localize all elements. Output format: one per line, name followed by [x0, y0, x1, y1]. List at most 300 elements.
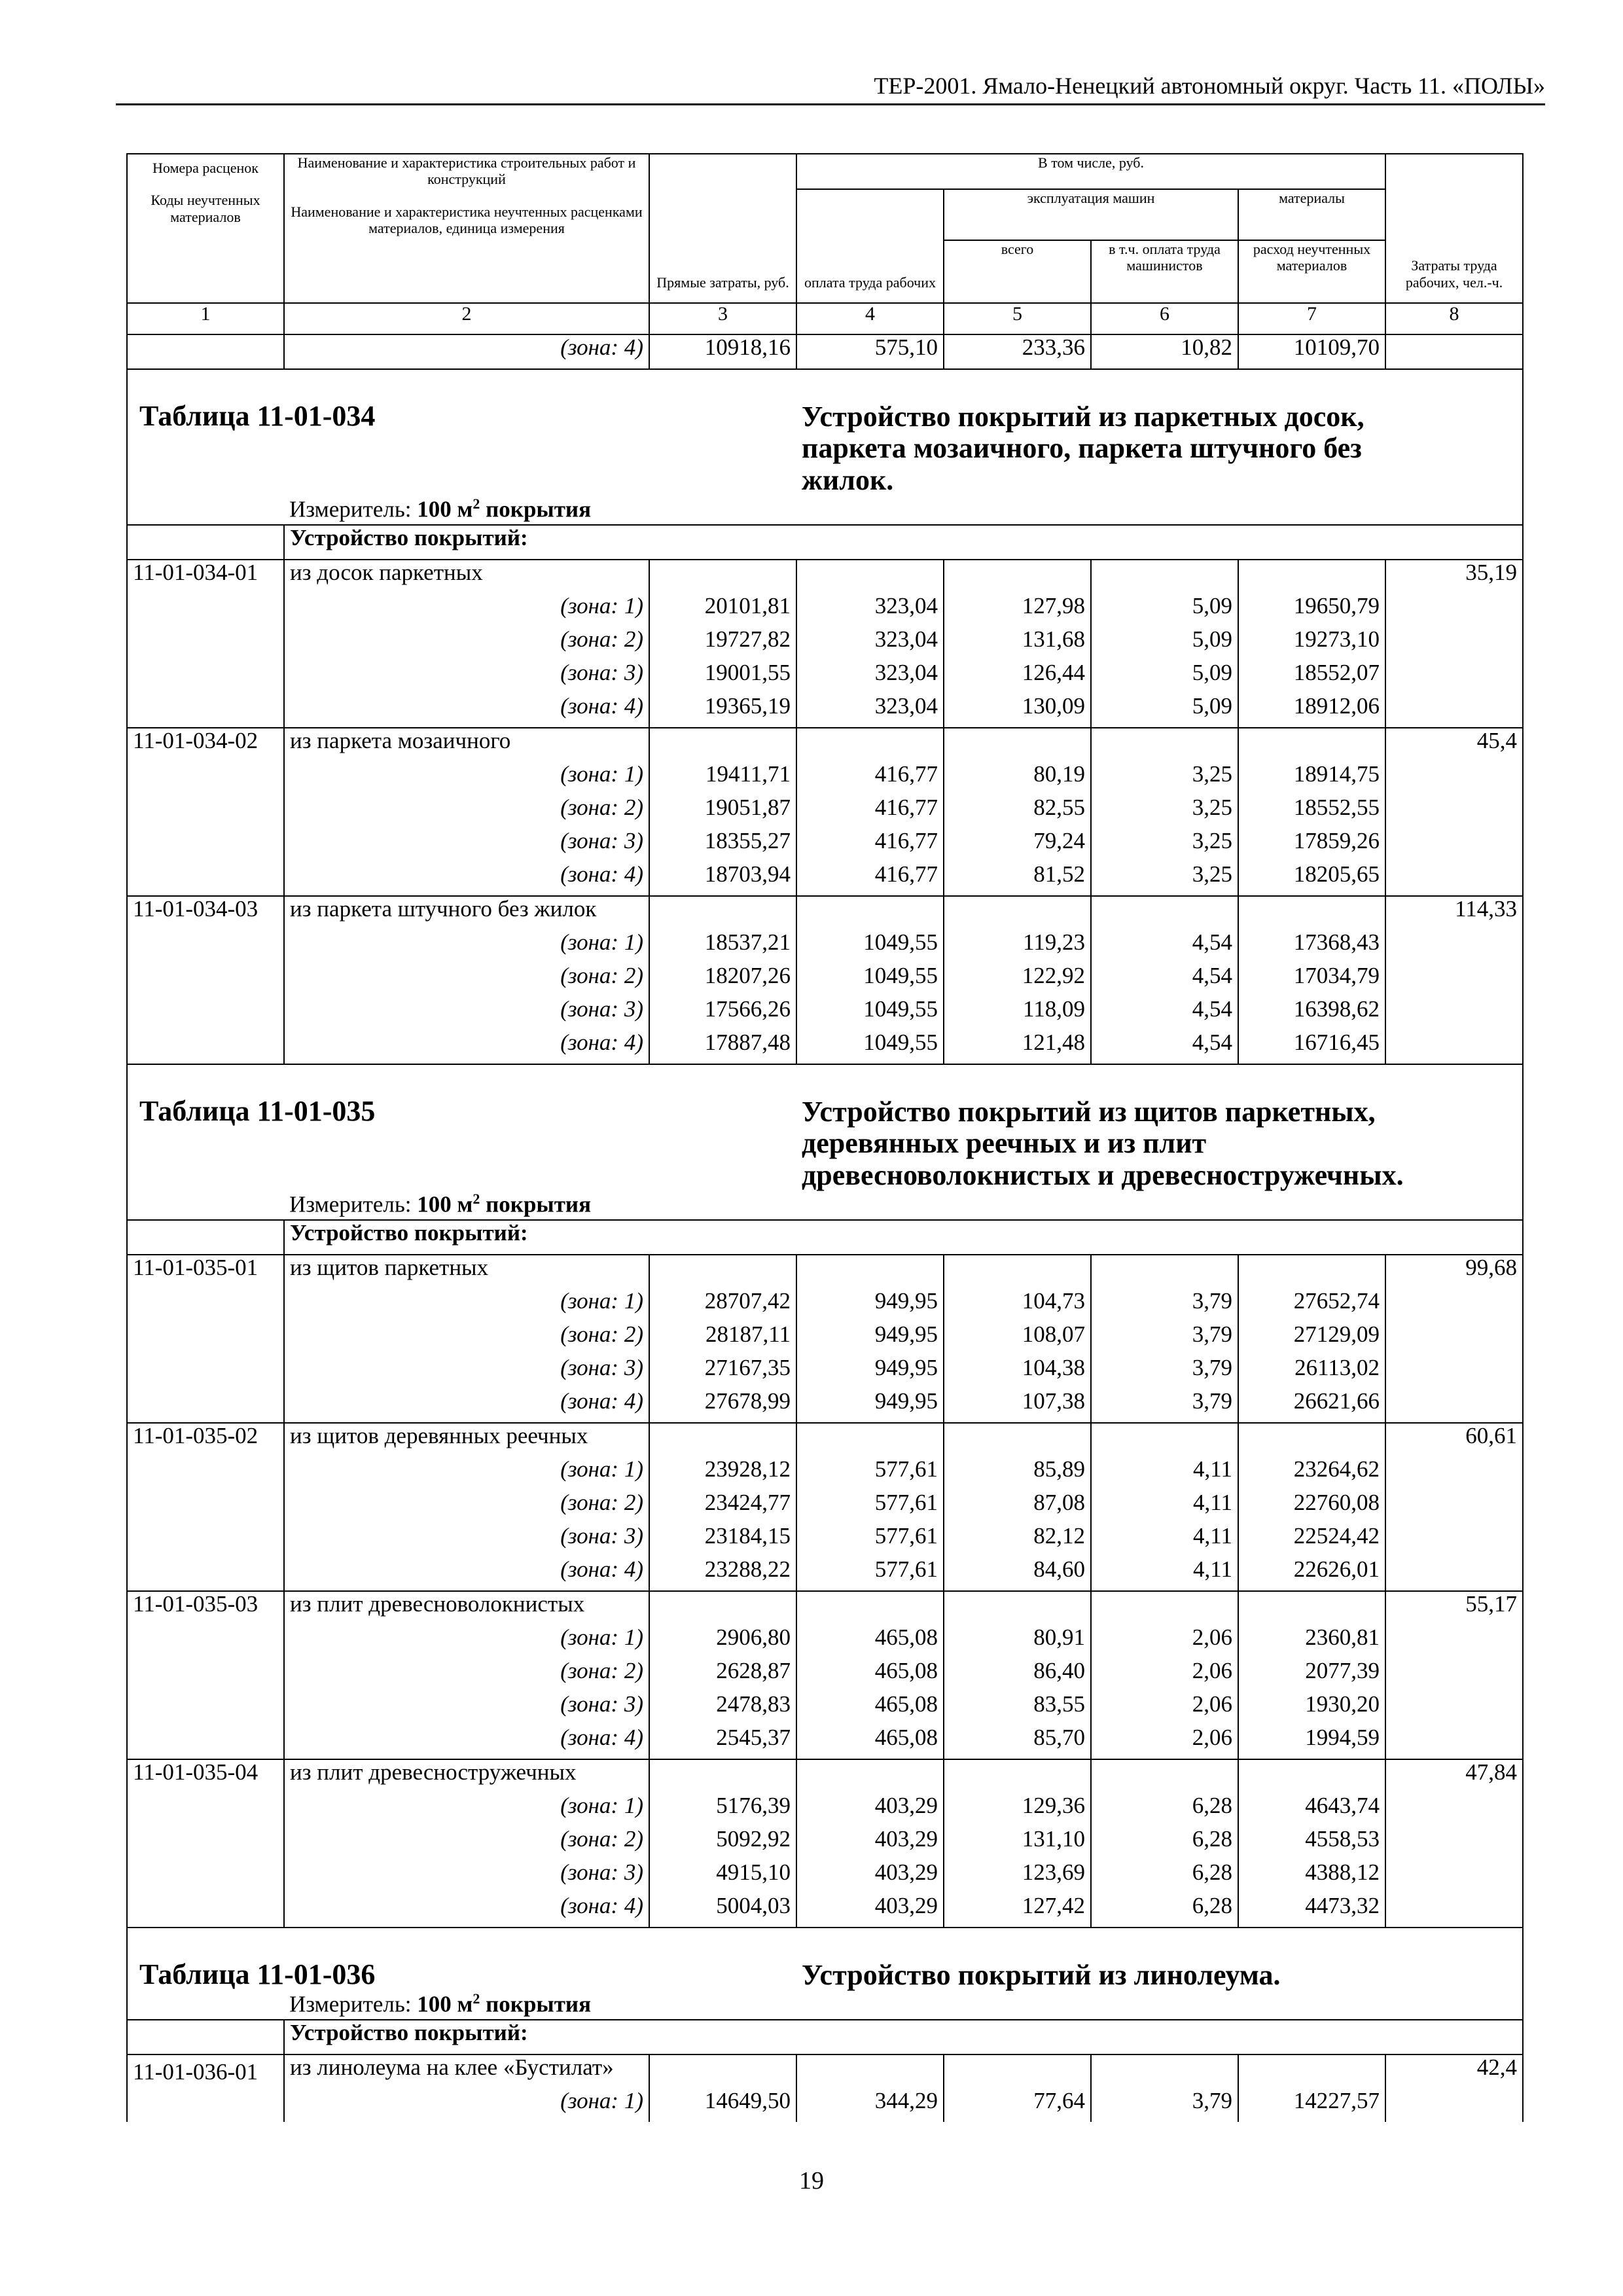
- work-name: из досок паркетных: [284, 560, 649, 594]
- zone-row: [127, 829, 1523, 862]
- zone-row: [127, 1557, 1523, 1591]
- value-cell: 107,38: [944, 1389, 1091, 1423]
- value-cell: [1238, 896, 1385, 930]
- col2-header: Наименование и характеристика строительных работ и конструкций Наименование и характеристика неучтенных расценками материалов, единица измерения: [284, 154, 649, 303]
- measure: [284, 1991, 1523, 2020]
- rate-code: [127, 1030, 284, 1064]
- value-cell: 85,89: [944, 1457, 1091, 1490]
- value-cell: 5004,03: [649, 1893, 796, 1928]
- col5-header: всего: [944, 240, 1091, 303]
- section-row: [127, 1220, 1523, 1255]
- labor-cell: [1385, 1557, 1523, 1591]
- value-cell: 28707,42: [649, 1289, 796, 1322]
- value-cell: 14649,50: [649, 2089, 796, 2122]
- rate-code: [127, 1725, 284, 1759]
- zone-label: (зона: 2): [284, 627, 649, 660]
- value-cell: 18552,55: [1238, 795, 1385, 829]
- value-cell: 19273,10: [1238, 627, 1385, 660]
- value-cell: 403,29: [796, 1860, 944, 1893]
- value-cell: 82,55: [944, 795, 1091, 829]
- value-cell: [796, 1423, 944, 1457]
- rate-code: [127, 1389, 284, 1423]
- labor-cell: 60,61: [1385, 1423, 1523, 1457]
- col1-header: Номера расценок Коды неучтенных материалов: [127, 154, 284, 303]
- section-row: [127, 2020, 1523, 2054]
- value-cell: 2,06: [1091, 1659, 1238, 1692]
- labor-cell: [1385, 997, 1523, 1030]
- zone-label: (зона: 3): [284, 1692, 649, 1725]
- value-cell: [649, 1759, 796, 1793]
- in-total-header: В том числе, руб.: [796, 154, 1385, 189]
- rate-code: [127, 1490, 284, 1524]
- zone-row: [127, 1355, 1523, 1389]
- value-cell: 465,08: [796, 1725, 944, 1759]
- work-name: из плит древесностружечных: [284, 1759, 649, 1793]
- value-cell: 416,77: [796, 862, 944, 896]
- zone-row: [127, 694, 1523, 728]
- zone-label: (зона: 1): [284, 1289, 649, 1322]
- zone-label: (зона: 4): [284, 1893, 649, 1928]
- rate-code: [127, 2089, 284, 2122]
- zone-row: [127, 1659, 1523, 1692]
- labor-cell: [1385, 2089, 1523, 2122]
- value-cell: 4,11: [1091, 1490, 1238, 1524]
- value-cell: 2478,83: [649, 1692, 796, 1725]
- value-cell: 127,42: [944, 1893, 1091, 1928]
- zone-label: (зона: 4): [284, 1557, 649, 1591]
- work-name: из паркета мозаичного: [284, 728, 649, 762]
- value-cell: 949,95: [796, 1389, 944, 1423]
- value-cell: 17368,43: [1238, 930, 1385, 963]
- labor-cell: [1385, 1827, 1523, 1860]
- rate-code: [127, 594, 284, 627]
- value-cell: 2545,37: [649, 1725, 796, 1759]
- value-cell: 465,08: [796, 1659, 944, 1692]
- rate-code: [127, 627, 284, 660]
- running-header-text: ТЕР-2001. Ямало-Ненецкий автономный округ. Часть 11. «ПОЛЫ»: [874, 73, 1545, 99]
- labor-cell: [1385, 1860, 1523, 1893]
- value-cell: 3,79: [1091, 1389, 1238, 1423]
- value-cell: 18355,27: [649, 829, 796, 862]
- item-row: [127, 1759, 1523, 1793]
- value-cell: 1049,55: [796, 930, 944, 963]
- measure-label: Измеритель:: [289, 496, 412, 522]
- value-cell: 18537,21: [649, 930, 796, 963]
- zone-label: (зона: 4): [284, 1030, 649, 1064]
- value-cell: [944, 728, 1091, 762]
- table-description: Устройство покрытий из линолеума.: [796, 1928, 1523, 1991]
- value-cell: [944, 1759, 1091, 1793]
- table-title-row: [127, 1064, 1523, 1191]
- page-number: 19: [799, 2167, 824, 2195]
- value-cell: [796, 1759, 944, 1793]
- value-cell: 81,52: [944, 862, 1091, 896]
- labor-cell: [1385, 1322, 1523, 1355]
- labor-cell: 42,4: [1385, 2054, 1523, 2089]
- measure-spacer: [127, 496, 284, 525]
- labor-cell: [1385, 1030, 1523, 1064]
- value-cell: 403,29: [796, 1793, 944, 1827]
- column-index: 8: [1385, 303, 1523, 334]
- value-cell: [649, 2054, 796, 2089]
- value-cell: [1238, 1591, 1385, 1625]
- value-cell: 17887,48: [649, 1030, 796, 1064]
- measure-label: Измеритель:: [289, 1191, 412, 1217]
- labor-cell: [1385, 1457, 1523, 1490]
- value-cell: 129,36: [944, 1793, 1091, 1827]
- measure: [284, 496, 1523, 525]
- value-cell: 20101,81: [649, 594, 796, 627]
- value-cell: 3,25: [1091, 762, 1238, 795]
- value-cell: 4,11: [1091, 1524, 1238, 1557]
- value-cell: 22760,08: [1238, 1490, 1385, 1524]
- value-cell: 23424,77: [649, 1490, 796, 1524]
- measure-value: 100 м: [417, 1191, 473, 1217]
- value-cell: 6,28: [1091, 1793, 1238, 1827]
- zone-label: (зона: 3): [284, 1860, 649, 1893]
- zone-row: [127, 1389, 1523, 1423]
- zone-label: (зона: 4): [284, 1725, 649, 1759]
- labor-cell: 99,68: [1385, 1255, 1523, 1289]
- value-cell: 22524,42: [1238, 1524, 1385, 1557]
- col4-header: оплата труда рабочих: [796, 189, 944, 303]
- zone-row: [127, 2089, 1523, 2122]
- value-cell: 23288,22: [649, 1557, 796, 1591]
- value-cell: 104,38: [944, 1355, 1091, 1389]
- value-cell: 126,44: [944, 660, 1091, 694]
- value-cell: 19051,87: [649, 795, 796, 829]
- zone-label: (зона: 2): [284, 1827, 649, 1860]
- rate-code: [127, 829, 284, 862]
- column-index: 6: [1091, 303, 1238, 334]
- rate-code: [127, 1524, 284, 1557]
- value-cell: 122,92: [944, 963, 1091, 997]
- column-index: 5: [944, 303, 1091, 334]
- table-description: Устройство покрытий из паркетных досок, паркета мозаичного, паркета штучного без жилок.: [796, 369, 1523, 496]
- rate-code: [127, 1457, 284, 1490]
- value-cell: 2,06: [1091, 1725, 1238, 1759]
- value-cell: 577,61: [796, 1557, 944, 1591]
- col3-header: Прямые затраты, руб.: [649, 154, 796, 303]
- value-cell: [944, 1423, 1091, 1457]
- measure-unit: покрытия: [486, 1991, 592, 2017]
- work-name: из щитов паркетных: [284, 1255, 649, 1289]
- section-title: Устройство покрытий:: [284, 1220, 1523, 1255]
- labor-cell: [1385, 1625, 1523, 1659]
- zone-label: (зона: 2): [284, 1490, 649, 1524]
- value-cell: 3,25: [1091, 795, 1238, 829]
- measure-sup: 2: [473, 1990, 480, 2007]
- value-cell: 3,79: [1091, 1322, 1238, 1355]
- value-cell: 4,54: [1091, 930, 1238, 963]
- zone-label: (зона: 4): [284, 694, 649, 728]
- zone-row: [127, 1625, 1523, 1659]
- item-row: [127, 1423, 1523, 1457]
- work-name: из линолеума на клее «Бустилат»: [284, 2054, 649, 2089]
- value-cell: 10918,16: [649, 334, 796, 369]
- value-cell: 233,36: [944, 334, 1091, 369]
- value-cell: 4,11: [1091, 1457, 1238, 1490]
- value-cell: 4473,32: [1238, 1893, 1385, 1928]
- value-cell: [1091, 1423, 1238, 1457]
- value-cell: 2077,39: [1238, 1659, 1385, 1692]
- value-cell: 4643,74: [1238, 1793, 1385, 1827]
- value-cell: 2628,87: [649, 1659, 796, 1692]
- item-row: [127, 560, 1523, 594]
- rate-code: [127, 1557, 284, 1591]
- measure-value: 100 м: [417, 496, 473, 522]
- rate-code: 11-01-034-01: [127, 560, 284, 594]
- value-cell: 1049,55: [796, 997, 944, 1030]
- zone-label: (зона: 1): [284, 762, 649, 795]
- zone-label: (зона: 3): [284, 829, 649, 862]
- value-cell: [796, 728, 944, 762]
- value-cell: 17566,26: [649, 997, 796, 1030]
- labor-cell: [1385, 594, 1523, 627]
- rate-code: [127, 1860, 284, 1893]
- zone-label: (зона: 1): [284, 594, 649, 627]
- measure-label: Измеритель:: [289, 1991, 412, 2017]
- zone-row: [127, 795, 1523, 829]
- section-title: Устройство покрытий:: [284, 2020, 1523, 2054]
- measure-value: 100 м: [417, 1991, 473, 2017]
- labor-cell: [1385, 1725, 1523, 1759]
- value-cell: 23184,15: [649, 1524, 796, 1557]
- zone-label: (зона: 3): [284, 660, 649, 694]
- value-cell: 2,06: [1091, 1692, 1238, 1725]
- price-table: [126, 153, 1524, 2122]
- zone-row: [127, 963, 1523, 997]
- value-cell: [649, 896, 796, 930]
- labor-cell: [1385, 660, 1523, 694]
- col7-header: расход неучтенных материалов: [1238, 240, 1385, 303]
- zone-row: [127, 1289, 1523, 1322]
- work-name: из щитов деревянных реечных: [284, 1423, 649, 1457]
- value-cell: [944, 560, 1091, 594]
- measure-spacer: [127, 1191, 284, 1220]
- value-cell: 108,07: [944, 1322, 1091, 1355]
- value-cell: 27167,35: [649, 1355, 796, 1389]
- zone-row: [127, 1893, 1523, 1928]
- value-cell: [944, 1255, 1091, 1289]
- section-title: Устройство покрытий:: [284, 525, 1523, 560]
- value-cell: 6,28: [1091, 1893, 1238, 1928]
- value-cell: 87,08: [944, 1490, 1091, 1524]
- col6-header: в т.ч. оплата труда машинистов: [1091, 240, 1238, 303]
- value-cell: 6,28: [1091, 1827, 1238, 1860]
- measure-row: [127, 1991, 1523, 2020]
- zone-row: [127, 1860, 1523, 1893]
- value-cell: 3,25: [1091, 829, 1238, 862]
- value-cell: 85,70: [944, 1725, 1091, 1759]
- value-cell: 18552,07: [1238, 660, 1385, 694]
- value-cell: [1091, 1591, 1238, 1625]
- value-cell: [1091, 728, 1238, 762]
- value-cell: 28187,11: [649, 1322, 796, 1355]
- zone-row: [127, 594, 1523, 627]
- value-cell: [796, 2054, 944, 2089]
- value-cell: [944, 896, 1091, 930]
- labor-cell: [1385, 1355, 1523, 1389]
- measure-spacer: [127, 1991, 284, 2020]
- rate-code: [127, 1355, 284, 1389]
- zone-label: (зона: 4): [284, 862, 649, 896]
- rate-code: 11-01-034-03: [127, 896, 284, 930]
- zone-row: [127, 997, 1523, 1030]
- labor-cell: [1385, 1893, 1523, 1928]
- value-cell: 577,61: [796, 1457, 944, 1490]
- labor-cell: [1385, 930, 1523, 963]
- rate-code: [127, 1793, 284, 1827]
- value-cell: 3,79: [1091, 2089, 1238, 2122]
- rate-code: 11-01-035-03: [127, 1591, 284, 1625]
- zone-row: [127, 1827, 1523, 1860]
- rate-code: [127, 1625, 284, 1659]
- rate-code: [127, 862, 284, 896]
- labor-cell: [1385, 1524, 1523, 1557]
- column-index: 3: [649, 303, 796, 334]
- value-cell: 3,25: [1091, 862, 1238, 896]
- value-cell: [1238, 2054, 1385, 2089]
- value-cell: 17034,79: [1238, 963, 1385, 997]
- zone-row: [127, 1490, 1523, 1524]
- rate-code: [127, 930, 284, 963]
- value-cell: 10109,70: [1238, 334, 1385, 369]
- value-cell: 22626,01: [1238, 1557, 1385, 1591]
- value-cell: [944, 1591, 1091, 1625]
- rate-code: [127, 660, 284, 694]
- value-cell: 14227,57: [1238, 2089, 1385, 2122]
- value-cell: 131,68: [944, 627, 1091, 660]
- rate-code: [127, 997, 284, 1030]
- labor-cell: [1385, 334, 1523, 369]
- value-cell: 5,09: [1091, 594, 1238, 627]
- value-cell: 119,23: [944, 930, 1091, 963]
- labor-cell: [1385, 1289, 1523, 1322]
- value-cell: [796, 1255, 944, 1289]
- item-row: [127, 1255, 1523, 1289]
- value-cell: 5092,92: [649, 1827, 796, 1860]
- zone-label: (зона: 3): [284, 1524, 649, 1557]
- labor-cell: [1385, 1490, 1523, 1524]
- column-index-row: [127, 303, 1523, 334]
- value-cell: 19001,55: [649, 660, 796, 694]
- machines-header: эксплуатация машин: [944, 189, 1238, 240]
- value-cell: 4,11: [1091, 1557, 1238, 1591]
- materials-header: материалы: [1238, 189, 1385, 240]
- labor-cell: [1385, 1389, 1523, 1423]
- rate-code: [127, 762, 284, 795]
- table-description: Устройство покрытий из щитов паркетных, деревянных реечных и из плит древесноволокнистых и древесностружечных.: [796, 1064, 1523, 1191]
- measure-sup: 2: [473, 1191, 480, 1208]
- rate-code: 11-01-035-04: [127, 1759, 284, 1793]
- section-spacer: [127, 2020, 284, 2054]
- value-cell: 17859,26: [1238, 829, 1385, 862]
- labor-cell: 35,19: [1385, 560, 1523, 594]
- item-row: [127, 728, 1523, 762]
- value-cell: 19365,19: [649, 694, 796, 728]
- value-cell: 18912,06: [1238, 694, 1385, 728]
- table-title-row: [127, 1928, 1523, 1991]
- value-cell: 104,73: [944, 1289, 1091, 1322]
- value-cell: [1091, 2054, 1238, 2089]
- zone-label: (зона: 4): [284, 1389, 649, 1423]
- labor-cell: [1385, 762, 1523, 795]
- value-cell: 83,55: [944, 1692, 1091, 1725]
- rate-code: [127, 1289, 284, 1322]
- value-cell: 577,61: [796, 1524, 944, 1557]
- value-cell: 3,79: [1091, 1355, 1238, 1389]
- value-cell: [1238, 728, 1385, 762]
- rate-code: 11-01-036-01: [127, 2054, 284, 2089]
- value-cell: 80,19: [944, 762, 1091, 795]
- continuation-row: [127, 334, 1523, 369]
- value-cell: 1994,59: [1238, 1725, 1385, 1759]
- value-cell: 130,09: [944, 694, 1091, 728]
- value-cell: 1049,55: [796, 1030, 944, 1064]
- value-cell: [1238, 1255, 1385, 1289]
- value-cell: 23928,12: [649, 1457, 796, 1490]
- zone-row: [127, 1457, 1523, 1490]
- section-row: [127, 525, 1523, 560]
- item-row: [127, 896, 1523, 930]
- zone-label: (зона: 4): [284, 334, 649, 369]
- value-cell: 4388,12: [1238, 1860, 1385, 1893]
- value-cell: 323,04: [796, 594, 944, 627]
- value-cell: 465,08: [796, 1625, 944, 1659]
- zone-row: [127, 1725, 1523, 1759]
- value-cell: [1238, 560, 1385, 594]
- zone-label: (зона: 2): [284, 1322, 649, 1355]
- value-cell: [944, 2054, 1091, 2089]
- value-cell: 577,61: [796, 1490, 944, 1524]
- labor-cell: 47,84: [1385, 1759, 1523, 1793]
- column-index: 1: [127, 303, 284, 334]
- value-cell: 16716,45: [1238, 1030, 1385, 1064]
- measure-sup: 2: [473, 495, 480, 512]
- value-cell: [1091, 560, 1238, 594]
- rate-code: 11-01-035-01: [127, 1255, 284, 1289]
- value-cell: 5,09: [1091, 694, 1238, 728]
- value-cell: 323,04: [796, 660, 944, 694]
- rate-code: [127, 334, 284, 369]
- measure-unit: покрытия: [486, 1191, 592, 1217]
- value-cell: 131,10: [944, 1827, 1091, 1860]
- zone-row: [127, 1322, 1523, 1355]
- value-cell: [1091, 1255, 1238, 1289]
- labor-cell: [1385, 829, 1523, 862]
- zone-label: (зона: 1): [284, 1457, 649, 1490]
- value-cell: 465,08: [796, 1692, 944, 1725]
- value-cell: 416,77: [796, 762, 944, 795]
- rate-code: [127, 1692, 284, 1725]
- value-cell: 4558,53: [1238, 1827, 1385, 1860]
- value-cell: 27678,99: [649, 1389, 796, 1423]
- rate-code: [127, 963, 284, 997]
- table-title: Таблица 11-01-035: [127, 1064, 796, 1191]
- value-cell: 403,29: [796, 1827, 944, 1860]
- value-cell: 118,09: [944, 997, 1091, 1030]
- zone-row: [127, 660, 1523, 694]
- column-index: 2: [284, 303, 649, 334]
- zone-row: [127, 862, 1523, 896]
- item-row: [127, 2054, 1523, 2089]
- value-cell: [649, 1423, 796, 1457]
- zone-label: (зона: 1): [284, 1625, 649, 1659]
- value-cell: 2360,81: [1238, 1625, 1385, 1659]
- value-cell: 79,24: [944, 829, 1091, 862]
- value-cell: 344,29: [796, 2089, 944, 2122]
